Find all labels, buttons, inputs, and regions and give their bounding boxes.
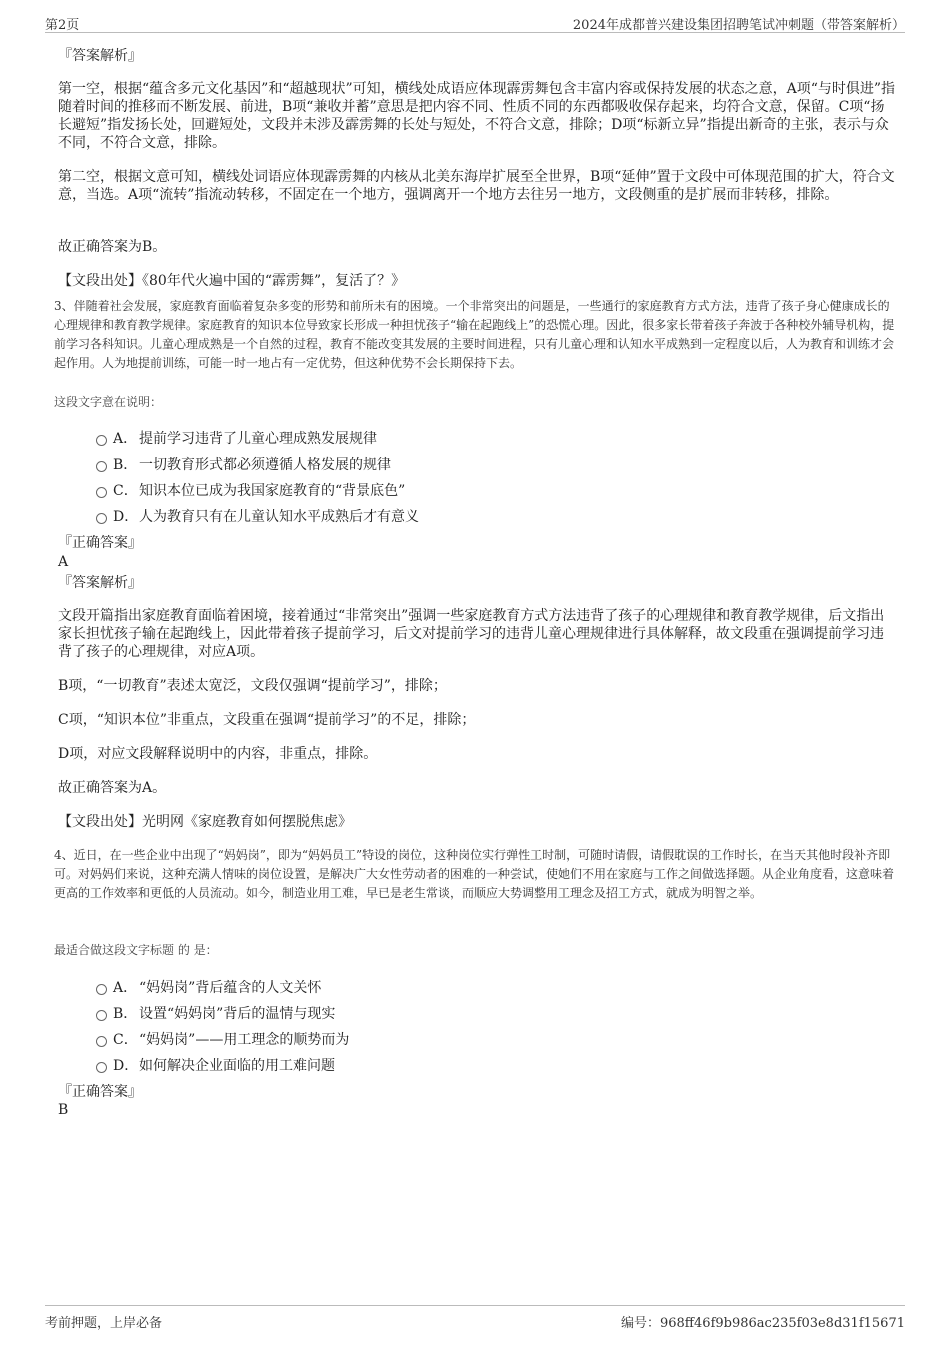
radio-button[interactable] bbox=[96, 1062, 107, 1073]
option-c[interactable] bbox=[96, 480, 405, 500]
option-text: 设置“妈妈岗”背后的温情与现实 bbox=[139, 1006, 336, 1022]
page-footer bbox=[45, 1305, 905, 1331]
option-text: 如何解决企业面临的用工难问题 bbox=[139, 1058, 335, 1074]
option-letter: D． bbox=[113, 1058, 139, 1074]
analysis-paragraph: 第一空，根据“蕴含多元文化基因”和“超越现状”可知，横线处成语应体现霹雳舞包含丰富内容或保持发展的状态之意，A项“与时俱进”指随着时间的推移而不断发展、前进，B项“兼收并蓄”意思是把内容不同、性质不同的东西都吸收保存起来，均符合文意，保留。C项“扬长避短”指发扬长处，回避短处，文段并未涉及霹雳舞的长处与短处，不符合文意，排除；D项“标新立异”指提出新奇的主张，表示与众不同，不符合文意，排除。 bbox=[58, 81, 896, 151]
source-citation: 【文段出处】光明网《家庭教育如何摆脱焦虑》 bbox=[58, 814, 352, 830]
answer-conclusion: 故正确答案为B。 bbox=[58, 239, 167, 255]
option-letter: B． bbox=[113, 457, 138, 473]
radio-button[interactable] bbox=[96, 1010, 107, 1021]
option-letter: C． bbox=[113, 1032, 138, 1048]
option-text: 人为教育只有在儿童认知水平成熟后才有意义 bbox=[139, 509, 419, 525]
question-prompt: 这段文字意在说明： bbox=[54, 395, 163, 409]
option-a[interactable] bbox=[96, 428, 377, 448]
correct-answer: A bbox=[58, 554, 69, 570]
footer-slogan: 考前押题，上岸必备 bbox=[45, 1316, 163, 1331]
analysis-paragraph: B项，“一切教育”表述太宽泛，文段仅强调“提前学习”，排除； bbox=[58, 678, 447, 694]
option-text: “妈妈岗”——用工理念的顺势而为 bbox=[139, 1032, 350, 1048]
radio-button[interactable] bbox=[96, 435, 107, 446]
option-text: “妈妈岗”背后蕴含的人文关怀 bbox=[139, 980, 322, 996]
radio-button[interactable] bbox=[96, 513, 107, 524]
page-header bbox=[45, 12, 905, 33]
option-letter: A． bbox=[113, 431, 138, 447]
option-letter: B． bbox=[113, 1006, 138, 1022]
analysis-paragraph: D项，对应文段解释说明中的内容，非重点，排除。 bbox=[58, 746, 378, 762]
option-c[interactable] bbox=[96, 1029, 349, 1049]
document-title: 2024年成都普兴建设集团招聘笔试冲刺题（带答案解析） bbox=[572, 18, 905, 33]
analysis-paragraph: 第二空，根据文意可知，横线处词语应体现霹雳舞的内核从北美东海岸扩展至全世界，B项“延伸”置于文段中可体现范围的扩大，符合文意，当选。A项“流转”指流动转移，不固定在一个地方，强调离开一个地方去往另一地方，文段侧重的是扩展而非转移，排除。 bbox=[58, 169, 895, 203]
option-text: 知识本位已成为我国家庭教育的“背景底色” bbox=[139, 483, 406, 499]
option-letter: A． bbox=[113, 980, 138, 996]
option-d[interactable] bbox=[96, 506, 419, 526]
question-stem: 4、近日，在一些企业中出现了“妈妈岗”，即为“妈妈员工”特设的岗位，这种岗位实行弹性工时制，可随时请假，请假耽误的工作时长，在当天其他时段补齐即可。对妈妈们来说，这种充满人情味的岗位设置，是解决广大女性劳动者的困难的一种尝试，使她们不用在家庭与工作之间做选择题。从企业角度看，这意味着更高的工作效率和更低的人员流动。如今，制造业用工难，早已是老生常谈，而顺应大势调整用工理念及招工方式，就成为明智之举。 bbox=[54, 848, 895, 900]
option-a[interactable] bbox=[96, 977, 321, 997]
option-letter: D． bbox=[113, 509, 139, 525]
option-b[interactable] bbox=[96, 454, 391, 474]
option-letter: C． bbox=[113, 483, 138, 499]
document-code: 编号：968ff46f9b986ac235f03e8d31f15671 bbox=[620, 1316, 905, 1331]
radio-button[interactable] bbox=[96, 487, 107, 498]
answer-conclusion: 故正确答案为A。 bbox=[58, 780, 167, 796]
option-text: 提前学习违背了儿童心理成熟发展规律 bbox=[139, 431, 377, 447]
option-b[interactable] bbox=[96, 1003, 335, 1023]
source-citation: 【文段出处】《80年代火遍中国的“霹雳舞”，复活了？》 bbox=[58, 273, 406, 289]
radio-button[interactable] bbox=[96, 984, 107, 995]
analysis-label: 『答案解析』 bbox=[58, 48, 142, 64]
option-d[interactable] bbox=[96, 1055, 335, 1075]
correct-answer-label: 『正确答案』 bbox=[58, 535, 142, 551]
question-stem: 3、伴随着社会发展，家庭教育面临着复杂多变的形势和前所未有的困境。一个非常突出的问题是，一些通行的家庭教育方式方法，违背了孩子身心健康成长的心理规律和教育教学规律。家庭教育的知识本位导致家长形成一种担忧孩子“输在起跑线上”的恐慌心理。因此，很多家长带着孩子奔波于各种校外辅导机构，提前学习各科知识。儿童心理成熟是一个自然的过程，教育不能改变其发展的主要时间进程，只有儿童心理和认知水平成熟到一定程度以后，人为教育和训练才会起作用。人为地提前训练，可能一时一地占有一定优势，但这种优势不会长期保持下去。 bbox=[54, 299, 895, 370]
radio-button[interactable] bbox=[96, 1036, 107, 1047]
page-number: 第2页 bbox=[45, 18, 80, 33]
analysis-paragraph: C项，“知识本位”非重点，文段重在强调“提前学习”的不足，排除； bbox=[58, 712, 476, 728]
question-prompt: 最适合做这段文字标题 的 是： bbox=[54, 943, 218, 957]
option-text: 一切教育形式都必须遵循人格发展的规律 bbox=[139, 457, 391, 473]
radio-button[interactable] bbox=[96, 461, 107, 472]
correct-answer-label: 『正确答案』 bbox=[58, 1084, 142, 1100]
analysis-label: 『答案解析』 bbox=[58, 575, 142, 591]
correct-answer: B bbox=[58, 1102, 69, 1118]
analysis-paragraph: 文段开篇指出家庭教育面临着困境，接着通过“非常突出”强调一些家庭教育方式方法违背了孩子的心理规律和教育教学规律，后文指出家长担忧孩子输在起跑线上，因此带着孩子提前学习，后文对提前学习的违背儿童心理规律进行具体解释，故文段重在强调提前学习违背了孩子的心理规律，对应A项。 bbox=[58, 608, 885, 660]
